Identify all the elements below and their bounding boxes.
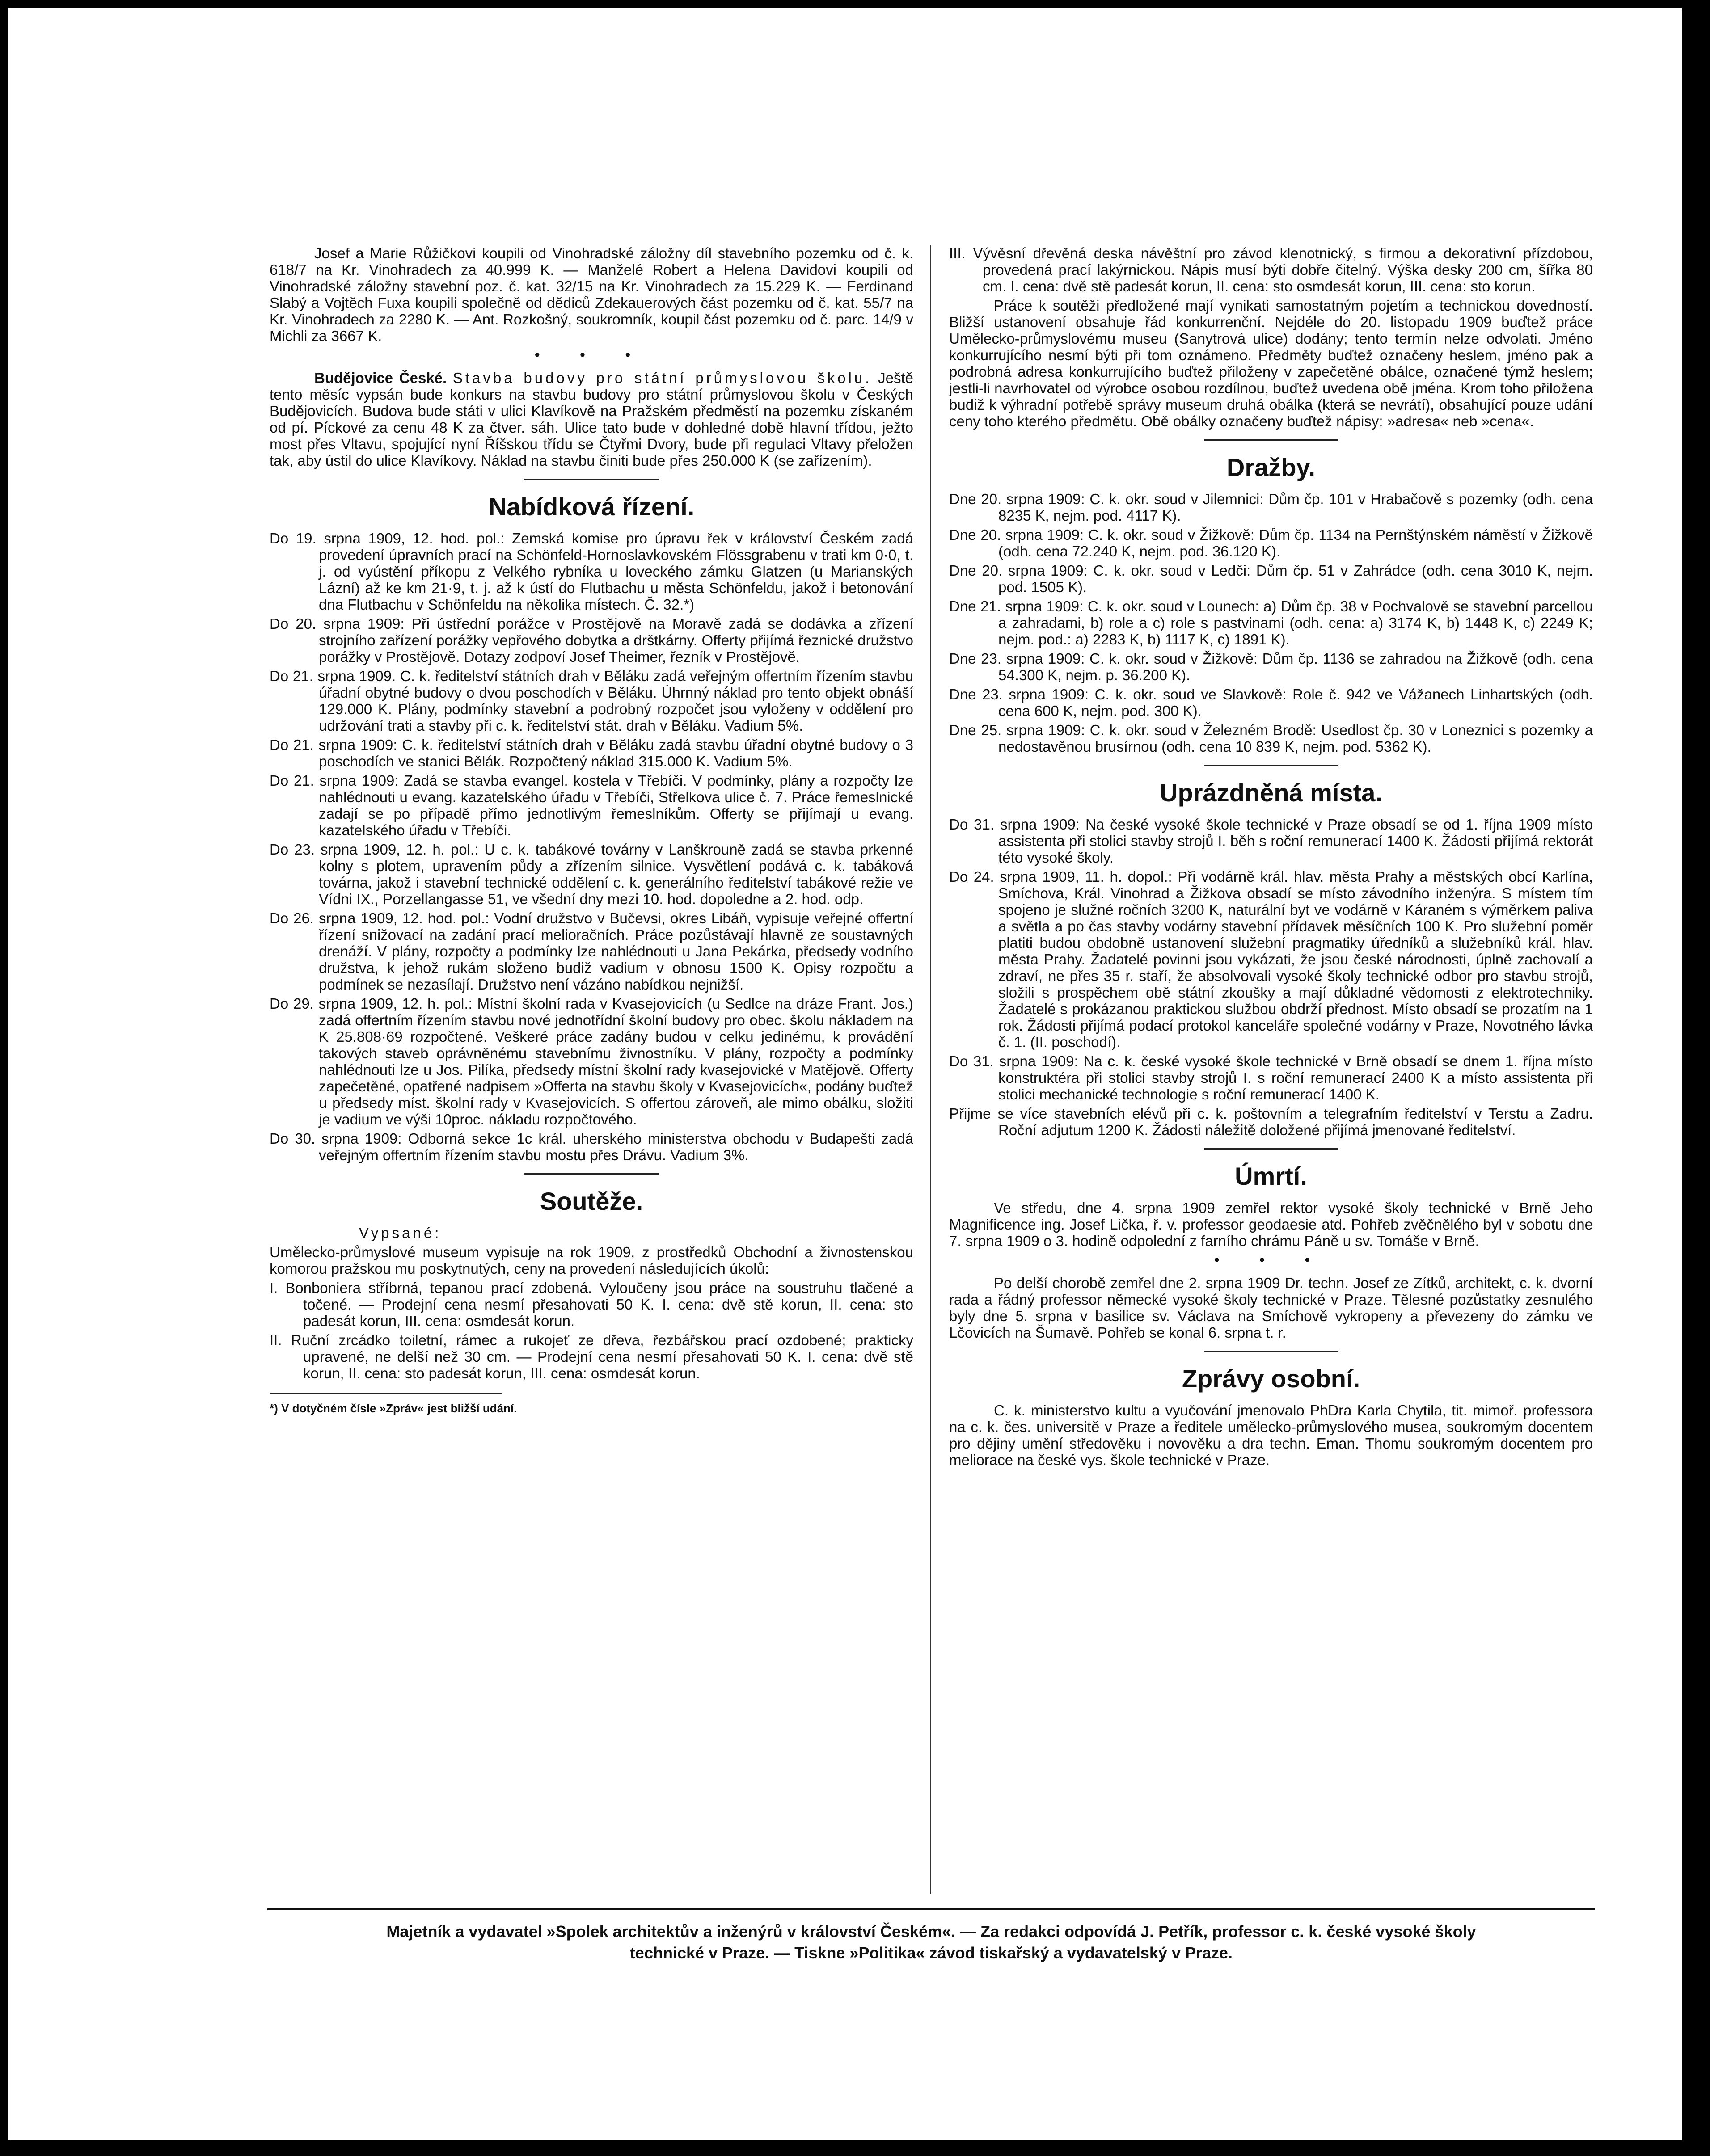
footnote-rule <box>270 1393 502 1394</box>
heading-zpravy-osobni: Zprávy osobní. <box>1182 1364 1360 1393</box>
souteze-subheading: Vypsané: <box>359 1225 442 1241</box>
heading-nabidkova-rizeni: Nabídková řízení. <box>488 493 695 521</box>
heading-umrti: Úmrtí. <box>1235 1162 1307 1190</box>
misto-item: Do 24. srpna 1909, 11. h. dopol.: Při vodárně král. hlav. města Prahy a městských obcí Karlína, Smíchova, Král. Vinohrad a Žižkova obsadí se místo závodního inženýra. S místem tím spojeno je služné ročních 3200 K, naturální byt ve vodárně v Káraném s výměrkem paliva a světla a po čas stavby vodárny stavební přídavek měsíčních 100 K. Pro služební poměr platiti budou obdobně ustanovení služební pragmatiky úředníků a služebníků král. hlav. města Prahy. Žadatelé povinni jsou vykázati, že jsou české národnosti, úplně zachovalí a zdraví, ne přes 35 r. staří, že absolvovali vysoké školy technické odbor pro stavbu strojů, složili s prospěchem obě státní zkoušky a mají důkladné vědomosti z elektrotechniky. Žadatelé s prokázanou praktickou službou obdrží přednost. Místo obsadí se prozatím na 1 rok. Žádosti přijímá podací protokol kanceláře společné vodárny v Praze, Novotného lávka č. 1. (II. poschodí). <box>949 868 1593 1050</box>
soutez-item-iii: III. Vývěsní dřevěná deska návěštní pro závod klenotnický, s firmou a dekorativní přízdobou, provedená prací lakýrnickou. Nápis musí býti dobře čitelný. Výška desky 200 cm, šířka 80 cm. I. cena: dvě stě padesát korun, II. cena: sto osmdesát korun, III. cena: sto korun. <box>949 245 1593 295</box>
left-column <box>270 245 913 1419</box>
nabidka-item: Do 19. srpna 1909, 12. hod. pol.: Zemská komise pro úpravu řek v království Českém zadá provedení úpravních prací na Schönfeld-Hornoslavkovském Flössgrabenu v trati km 0·0, t. j. od vyústění příkopu z Velkého rybníka u loveckého zámku Glatzen (u Marianských Lázní) až ke km 21·9, t. j. až k ústí do Flutbachu u města Schönfeldu, jakož i betonování dna Flutbachu v Schönfeldu na několika místech. Č. 32.*) <box>270 530 913 613</box>
heading-uprazdnena-mista: Uprázdněná místa. <box>1160 779 1382 807</box>
soutez-item: I. Bonboniera stříbrná, tepanou prací zdobená. Vyloučeny jsou práce na soustruhu tlačené a točené. — Prodejní cena nesmí přesahovati 50 K. I. cena: dvě stě korun, II. cena: sto padesát korun, III. cena: osmdesát korun. <box>270 1280 913 1329</box>
column-divider <box>930 245 931 1894</box>
nabidka-item: Do 21. srpna 1909. C. k. ředitelství státních drah v Běláku zadá veřejným offertním řízením stavbu úřadní obytné budovy o dvou poschodích v Běláku. Úhrnný náklad pro tento objekt obnáší 129.000 K. Plány, podmínky stavební a podrobný rozpočet jsou vyloženy v oddělení pro udržování trati a stavby při c. k. ředitelství stát. drah v Běláku. Vadium 5%. <box>270 668 913 734</box>
nabidka-item: Do 21. srpna 1909: Zadá se stavba evangel. kostela v Třebíči. V podmínky, plány a rozpočty lze nahlédnouti u evang. kazatelského úřadu v Třebíči, Střelkova ulice č. 7. Práce řemeslnické zadají se po případě přímo jednotlivým řemeslníkům. Offerty se přijímají u evang. kazatelského úřadu v Třebíči. <box>270 772 913 838</box>
section-rule <box>524 1173 659 1175</box>
section-rule <box>1204 1148 1338 1150</box>
section-rule <box>524 479 659 480</box>
nabidka-item: Do 29. srpna 1909, 12. h. pol.: Místní školní rada v Kvasejovicích (u Sedlce na dráze Frant. Jos.) zadá offertním řízením stavbu nové jednotřídní školní budovy pro obec. školu nákladem na K 25.808·69 rozpočtené. Veškeré práce zadány budou v celku jedinému, k provádění takových staveb oprávněnému stavebnímu živnostníku. V plány, rozpočty a podmínky nahlédnouti lze u Jos. Pilíka, předsedy místní školní rady kvasejovické v Matějově. Offerty zapečetěné, opatřené nadpisem »Offerta na stavbu školy v Kvasejovicích«, podány buďtež u předsedy míst. školní rady v Kvasejovicích. S offertou zároveň, ale mimo obálku, složiti je vadium ve výši 10proc. nákladu rozpočtového. <box>270 995 913 1128</box>
section-rule <box>1204 1351 1338 1352</box>
section-rule <box>1204 439 1338 441</box>
drazba-item: Dne 20. srpna 1909: C. k. okr. soud v Žižkově: Dům čp. 1134 na Pernštýnském náměstí v Žižkově (odh. cena 72.240 K, nejm. pod. 36.120 K). <box>949 526 1593 560</box>
section-rule <box>1204 765 1338 766</box>
nabidka-item: Do 30. srpna 1909: Odborná sekce 1c král. uherského ministerstva obchodu v Budapešti zadá veřejným offertním řízením stavbu mostu přes Drávu. Vadium 3%. <box>270 1130 913 1163</box>
drazba-item: Dne 23. srpna 1909: C. k. okr. soud v Žižkově: Dům čp. 1136 se zahradou na Žižkově (odh. cena 54.300 K, nejm. p. 36.200 K). <box>949 650 1593 683</box>
nabidka-item: Do 21. srpna 1909: C. k. ředitelství státních drah v Běláku zadá stavbu úřadní obytné budovy o 3 poschodích ve stanici Bělák. Rozpočtený náklad 315.000 K. Vadium 5%. <box>270 737 913 770</box>
budejovice-place: Budějovice České. <box>314 370 447 386</box>
budejovice-title: Stavba budovy pro státní průmyslovou školu. <box>452 370 872 386</box>
umrti-paragraph: Ve středu, dne 4. srpna 1909 zemřel rektor vysoké školy technické v Brně Jeho Magnificence ing. Josef Lička, ř. v. professor geodaesie atd. Pohřeb zvěčnělého byl v sobotu dne 7. srpna 1909 o 3. hodině odpolední z farního chrámu Páně u sv. Tomáše v Brně. <box>949 1200 1593 1249</box>
budejovice-text: Ještě tento měsíc vypsán bude konkurs na stavbu budovy pro státní průmyslovou školu v Českých Budějovicích. Budova bude státi v ulici Klavíkově na Pražském předměstí na pozemku získaném od pí. Píckové za cenu 48 K za čtver. sáh. Ulice tato bude v dohledné době hlavní třídou, ježto most přes Vltavu, spojující nyní Říšskou třídu se Čtyřmi Dvory, bude při regulaci Vltavy přeložen tak, aby ústil do ulice Klavíkovy. Náklad na stavbu činiti bude přes 250.000 K (se zařízením). <box>270 370 914 469</box>
misto-item: Do 31. srpna 1909: Na české vysoké škole technické v Praze obsadí se od 1. října 1909 místo assistenta při stolici stavby strojů I. běh s roční remunerací 1400 K. Žádosti přijímá rektorát této vysoké školy. <box>949 816 1593 866</box>
zpravy-paragraph: C. k. ministerstvo kultu a vyučování jmenovalo PhDra Karla Chytila, tit. mimoř. professora na c. k. čes. universitě v Praze a ředitele umělecko-průmyslového musea, soukromým docentem pro dějiny umění středověku i novověku a dra techn. Eman. Thomu soukromým docentem pro meliorace na české vys. škole technické v Praze. <box>949 1402 1593 1468</box>
scan-edge <box>1682 0 1710 2156</box>
drazba-item: Dne 23. srpna 1909: C. k. okr. soud ve Slavkově: Role č. 942 ve Vážanech Linhartských (odh. cena 600 K, nejm. pod. 300 K). <box>949 686 1593 719</box>
drazba-item: Dne 20. srpna 1909: C. k. okr. soud v Ledči: Dům čp. 51 v Zahrádce (odh. cena 3010 K, nejm. pod. 1505 K). <box>949 562 1593 595</box>
souteze-intro: Umělecko-průmyslové museum vypisuje na rok 1909, z prostředků Obchodní a živnostenskou komorou pražskou mu poskytnutých, ceny na provedení následujících úkolů: <box>270 1244 913 1277</box>
umrti-paragraph: Po delší chorobě zemřel dne 2. srpna 1909 Dr. techn. Josef ze Zítků, architekt, c. k. dvorní rada a řádný professor německé vysoké školy technické v Praze. Tělesné pozůstatky zesnulého byly dne 5. srpna v basilice sv. Václava na Smíchově vykropeny a převezeny do zámku ve Lčovicích na Šumavě. Pohřeb se konal 6. srpna t. r. <box>949 1275 1593 1341</box>
right-column <box>949 245 1593 1471</box>
separator-stars: • • • <box>1214 1251 1328 1268</box>
imprint-line: Majetník a vydavatel »Spolek architektův a inženýrů v království Českém«. — Za redakci odpovídá J. Petřík, professor c. k. české vysoké školy <box>386 1922 1476 1941</box>
imprint-line: technické v Praze. — Tiskne »Politika« závod tiskařský a vydavatelský v Praze. <box>629 1944 1233 1962</box>
imprint-footer <box>267 1921 1595 1964</box>
footer-rule <box>267 1908 1595 1910</box>
heading-souteze: Soutěže. <box>540 1187 643 1215</box>
budejovice-paragraph <box>270 370 913 469</box>
drazba-item: Dne 20. srpna 1909: C. k. okr. soud v Jilemnici: Dům čp. 101 v Hrabačově s pozemky (odh. cena 8235 K, nejm. pod. 4117 K). <box>949 491 1593 524</box>
misto-item: Do 31. srpna 1909: Na c. k. české vysoké škole technické v Brně obsadí se dnem 1. října místo konstruktéra při stolici stavby strojů I. s roční remunerací 2400 K a místo assistenta při stolici mechanické technologie s roční remunerací 1400 K. <box>949 1053 1593 1103</box>
drazba-item: Dne 25. srpna 1909: C. k. okr. soud v Železném Brodě: Usedlost čp. 30 v Loneznici s pozemky a nedostavěnou brusírnou (odh. cena 10 839 K, nejm. pod. 5362 K). <box>949 722 1593 755</box>
footnote: *) V dotyčném čísle »Zpráv« jest bližší udání. <box>270 1402 517 1415</box>
nabidka-item: Do 23. srpna 1909, 12. h. pol.: U c. k. tabákové továrny v Lanškrouně zadá se stavba prkenné kolny s plotem, upravením půdy a zřízením silnice. Vysvětlení podává c. k. tabáková továrna, jakož i stavební technické oddělení c. k. generálního ředitelství tabákové režie ve Vídni IX., Porzellangasse 51, ve všední dny mezi 10. hod. dopoledne a 2. hod. odp. <box>270 841 913 907</box>
page <box>8 8 1682 2140</box>
nabidka-item: Do 20. srpna 1909: Při ústřední porážce v Prostějově na Moravě zadá se dodávka a zřízení strojního zařízení porážky vepřového dobytka a drštkárny. Offerty přijímá řeznické družstvo porážky v Prostějově. Dotazy zodpoví Josef Theimer, řezník v Prostějově. <box>270 615 913 665</box>
souteze-rules: Práce k soutěži předložené mají vynikati samostatným pojetím a technickou dovedností. Bližší ustanovení obsahuje řád konkurrenční. Nejdéle do 20. listopadu 1909 buďtež práce Umělecko-průmyslovému museu (Sanytrová ulice) dodány; tento termín nelze odvolati. Jméno konkurrujícího nesmí býti při tom oznámeno. Předměty buďtež označeny heslem, jméno pak a podrobná adresa konkurrujícího buďtež přiloženy v zapečetěné obálce, označené týmž heslem; jestli-li navrhovatel od výrobce osobou rozdílnou, buďtež uvedena obě jména. Krom toho přiložena budiž k výhradní potřebě správy museum druhá obálka (která se nevrátí), obsahující pouze udání ceny toho kterého předmětu. Obě obálky označeny buďtež nápisy: »adresa« neb »cena«. <box>949 297 1593 430</box>
drazba-item: Dne 21. srpna 1909: C. k. okr. soud v Lounech: a) Dům čp. 38 v Pochvalově se stavební parcellou a zahradami, b) role a c) role s pastvinami (odh. cena: a) 3174 K, b) 1448 K, c) 2249 K; nejm. pod.: a) 2283 K, b) 1117 K, c) 1891 K). <box>949 598 1593 648</box>
heading-drazby: Dražby. <box>1226 453 1316 481</box>
intro-paragraph: Josef a Marie Růžičkovi koupili od Vinohradské záložny díl stavebního pozemku od č. k. 618/7 na Kr. Vinohradech za 40.999 K. — Manželé Robert a Helena Davidovi koupili od Vinohradské záložny stavební poz. č. kat. 32/15 na Kr. Vinohradech za 15.229 K. — Ferdinand Slabý a Vojtěch Fuxa koupili společně od dědiců Zdekauerových část pozemku od č. kat. 55/7 na Kr. Vinohradech za 2280 K. — Ant. Rozkošný, soukromník, koupil část pozemku od č. parc. 14/9 v Michli za 3667 K. <box>270 245 913 344</box>
separator-stars: • • • <box>534 346 649 363</box>
misto-item: Přijme se více stavebních elévů při c. k. poštovním a telegrafním ředitelství v Terstu a Zadru. Roční adjutum 1200 K. Žádosti náležitě doložené přijímá jmenované ředitelství. <box>949 1105 1593 1138</box>
soutez-item: II. Ruční zrcádko toiletní, rámec a rukojeť ze dřeva, řezbářskou prací ozdobené; prakticky upravené, ne delší než 30 cm. — Prodejní cena nesmí přesahovati 50 K. I. cena: dvě stě korun, II. cena: sto padesát korun, III. cena: osmdesát korun. <box>270 1332 913 1381</box>
nabidka-item: Do 26. srpna 1909, 12. hod. pol.: Vodní družstvo v Bučevsi, okres Libáň, vypisuje veřejné offertní řízení snižovací na zadání prací melioračních. Práce pozůstávají hlavně ze soustavných drenáží. V plány, rozpočty a podmínky lze nahlédnouti u Jana Pekárka, předsedy vodního družstva, k jehož rukám složeno budiž vadium v obnosu 1500 K. Opisy rozpočtu a podmínek se nezasílají. Družstvo není vázáno nabídkou nejnižší. <box>270 910 913 993</box>
